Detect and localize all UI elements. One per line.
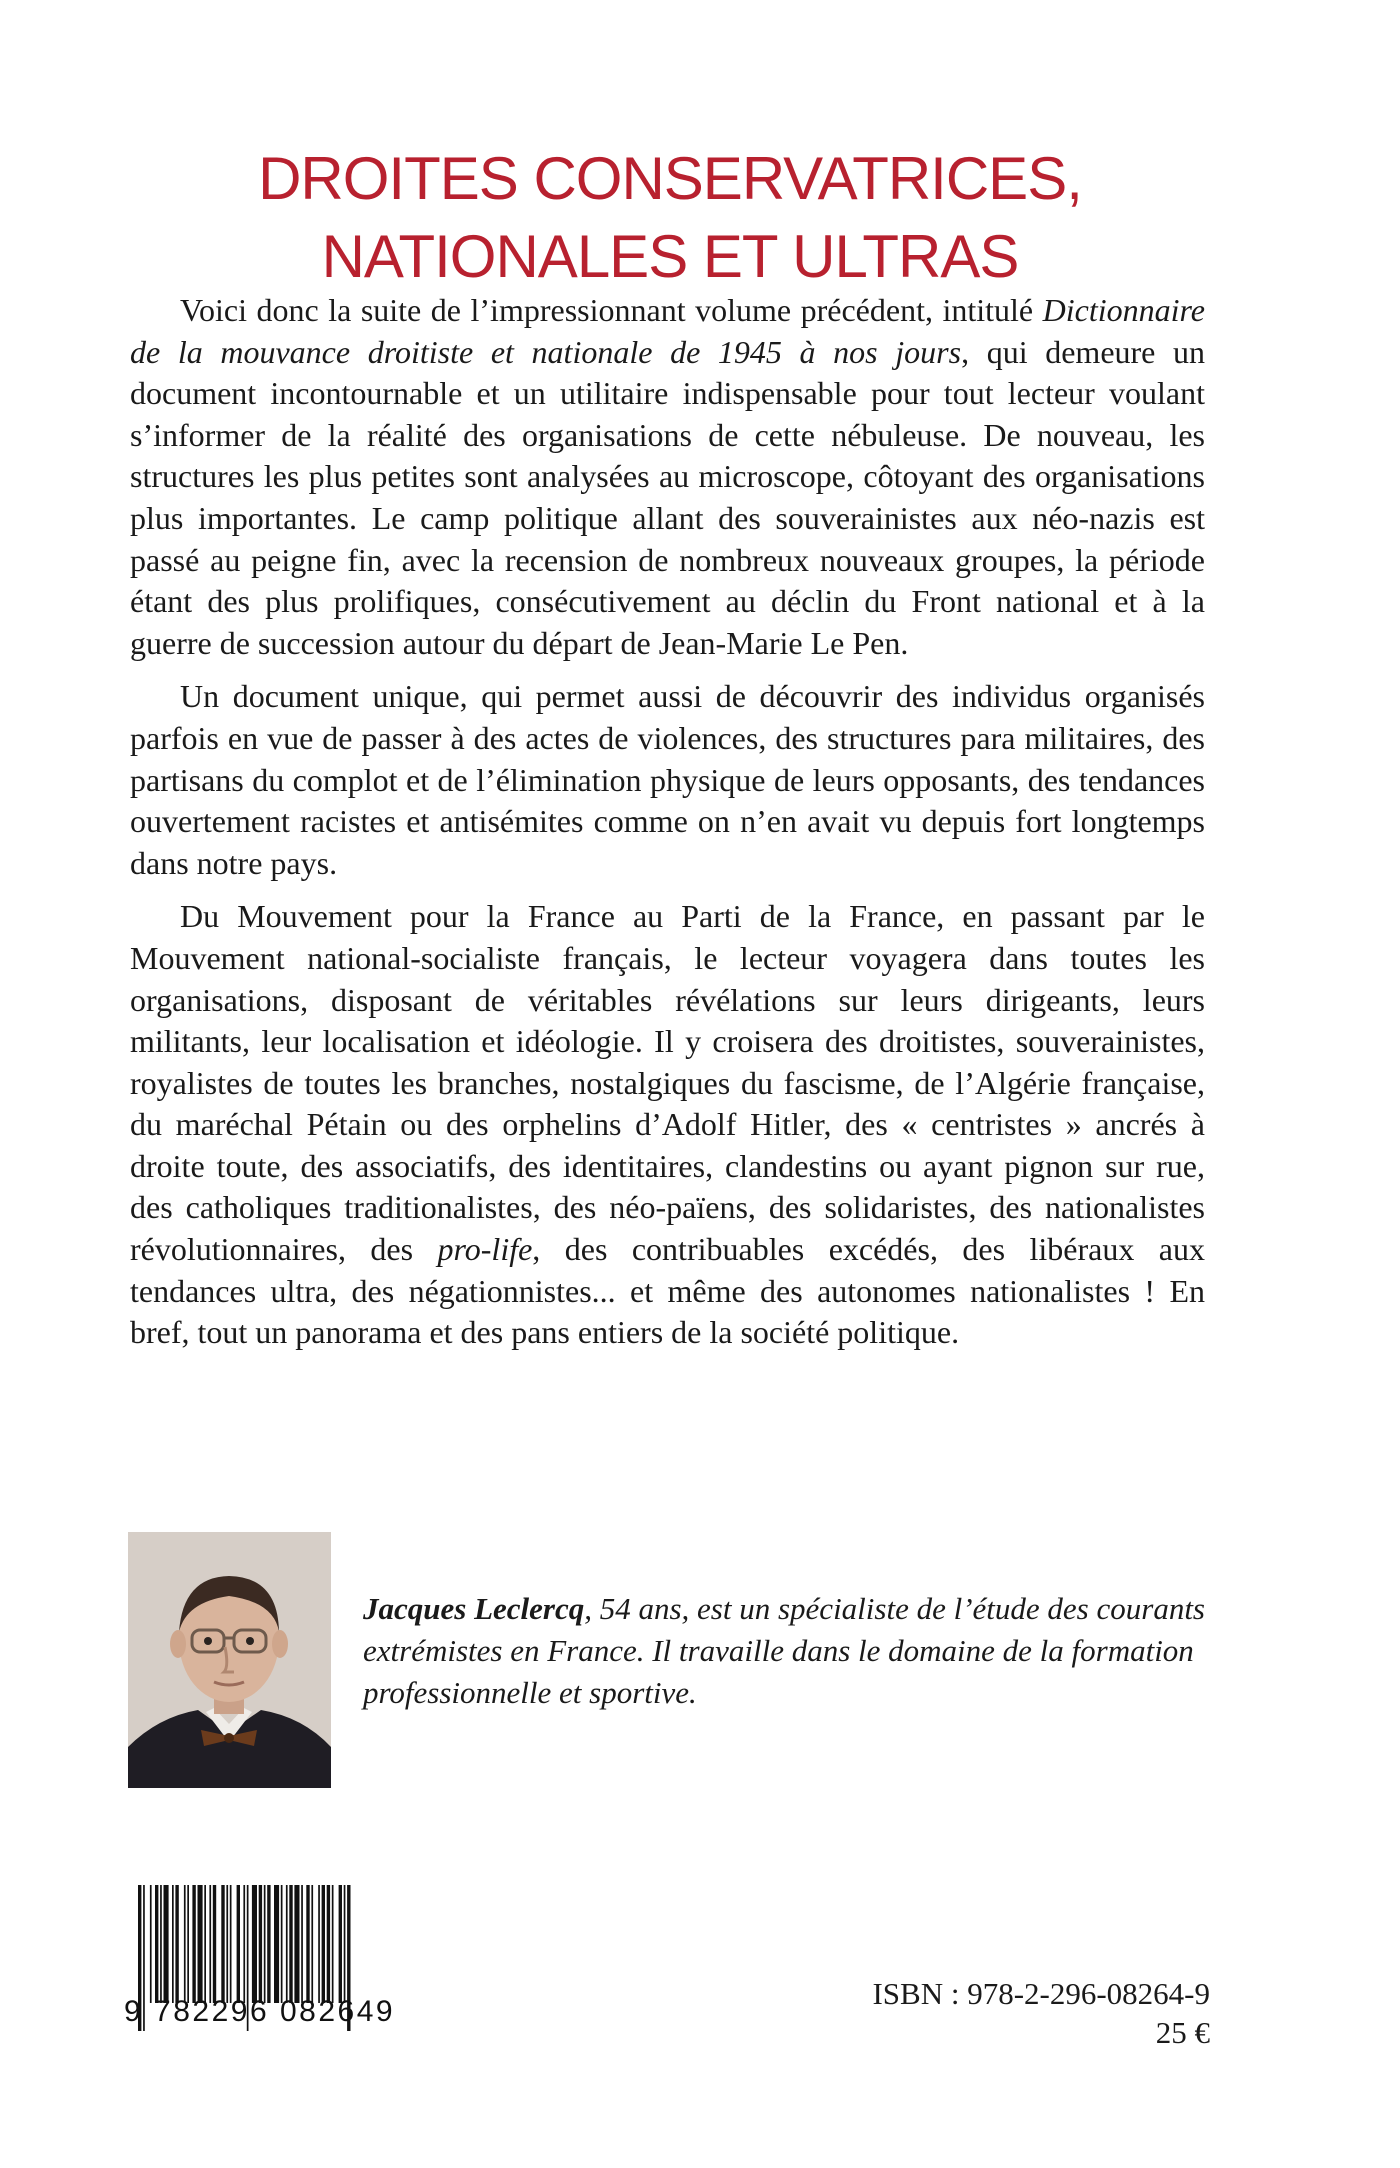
blurb-p3-end: , des contribuables excédés, des libéraux aux tendances ultra, des négationnistes... et même des autonomes nationalistes ! En bref, tout un panorama et des pans entiers de la société politique. — [130, 1231, 1206, 1351]
barcode-bar — [187, 1885, 189, 2003]
barcode-bar — [289, 1885, 292, 2003]
barcode-bar — [264, 1885, 266, 2003]
author-photo — [128, 1532, 331, 1788]
barcode-bar — [318, 1885, 320, 2003]
author-portrait-image — [128, 1532, 331, 1788]
barcode-bar — [192, 1885, 195, 2003]
barcode-bar — [243, 1885, 245, 2003]
price: 25 € — [1155, 2015, 1210, 2050]
barcode-bar — [327, 1885, 330, 2003]
blurb — [130, 290, 1205, 1366]
barcode-bar — [344, 1885, 346, 2003]
barcode-bar — [281, 1885, 283, 2003]
barcode-bar — [339, 1885, 342, 2003]
barcode-bar — [322, 1885, 325, 2003]
barcode-bar — [198, 1885, 203, 2003]
barcode-bar — [221, 1885, 224, 2003]
barcode-bar — [294, 1885, 299, 2003]
blurb-paragraph-2: Un document unique, qui permet aussi de découvrir des individus organisés parfois en vue de passer à des actes de violences, des structures para militaires, des partisans du complot et de l’élimination physique de leurs opposants, des tendances ouvertement racistes et antisémites comme on n’en avait vu depuis fort longtemps dans notre pays. — [130, 678, 1205, 881]
barcode-bar — [259, 1885, 262, 2003]
barcode-number: 9 782296 082649 — [124, 1995, 396, 2028]
blurb-paragraph-3 — [130, 896, 1205, 1354]
author-name: Jacques Leclercq — [363, 1591, 585, 1626]
blurb-p3-start: Du Mouvement pour la France au Parti de la France, en passant par le Mouvement national-socialiste français, le lecteur voyagera dans toutes les organisations, disposant de véritables révélations sur leurs dirigeants, leurs militants, leur localisation et idéologie. Il y croisera des droitistes, souverainistes, royalistes de toutes les branches, nostalgiques du fascisme, de l’Algérie française, du maréchal Pétain ou des orphelins d’Adolf Hitler, des « centristes » ancrés à droite toute, des associatifs, des identitaires, clandestins ou ayant pignon sur rue, des catholiques traditionalistes, des néo-païens, des solidaristes, des nationalistes révolutionnaires, des — [130, 898, 1205, 1268]
barcode-bar — [332, 1885, 334, 2003]
barcode-bar — [213, 1885, 216, 2003]
book-title — [0, 140, 1340, 296]
blurb-p1-end: , qui demeure un document incontournable et un utilitaire indispensable pour tout lecteur voulant s’informer de la réalité des organisations de cette nébuleuse. De nouveau, les structures les plus petites sont analysées au microscope, côtoyant des organisations plus importantes. Le camp politique allant des souverainistes aux néo-nazis est passé au peigne fin, avec la recension de nombreux nouveaux groupes, la période étant des plus prolifiques, consécutivement au déclin du Front national et à la guerre de succession autour du départ de Jean-Marie Le Pen. — [130, 333, 1206, 661]
barcode-bar — [226, 1885, 228, 2003]
blurb-p1-start: Voici donc la suite de l’impressionnant volume précédent, intitulé — [180, 292, 1043, 328]
barcode-bar — [301, 1885, 303, 2003]
barcode-bar — [252, 1885, 257, 2003]
isbn: ISBN : 978-2-296-08264-9 — [872, 1976, 1210, 2011]
barcode-bar — [267, 1885, 270, 2003]
barcode-bar — [150, 1885, 152, 2003]
barcode-bar — [286, 1885, 288, 2003]
barcode-bar — [184, 1885, 186, 2003]
barcode-bar — [175, 1885, 178, 2003]
barcode-bar — [164, 1885, 169, 2003]
barcode-bar — [306, 1885, 309, 2003]
barcode-bar — [209, 1885, 211, 2003]
barcode-bar — [230, 1885, 232, 2003]
barcode-bar — [204, 1885, 206, 2003]
author-bio — [363, 1588, 1223, 1714]
title-line-1: DROITES CONSERVATRICES, — [258, 145, 1082, 213]
barcode-bar — [160, 1885, 162, 2003]
barcode-bar — [237, 1885, 240, 2003]
title-line-2: NATIONALES ET ULTRAS — [321, 223, 1019, 291]
blurb-paragraph-1 — [130, 290, 1205, 664]
author-description: , 54 ans, est un spécialiste de l’étude des courants extrémistes en France. Il travaille dans le domaine de la formation professionnelle et sportive. — [363, 1591, 1205, 1710]
barcode-bar — [274, 1885, 279, 2003]
blurb-p3-italic: pro-life — [437, 1231, 533, 1268]
barcode-bar — [172, 1885, 174, 2003]
previous-volume-title: Dictionnaire de la mouvance droitiste et nationale de 1945 à nos jours — [130, 292, 1205, 370]
barcode-bar — [155, 1885, 158, 2003]
barcode-bar — [311, 1885, 313, 2003]
